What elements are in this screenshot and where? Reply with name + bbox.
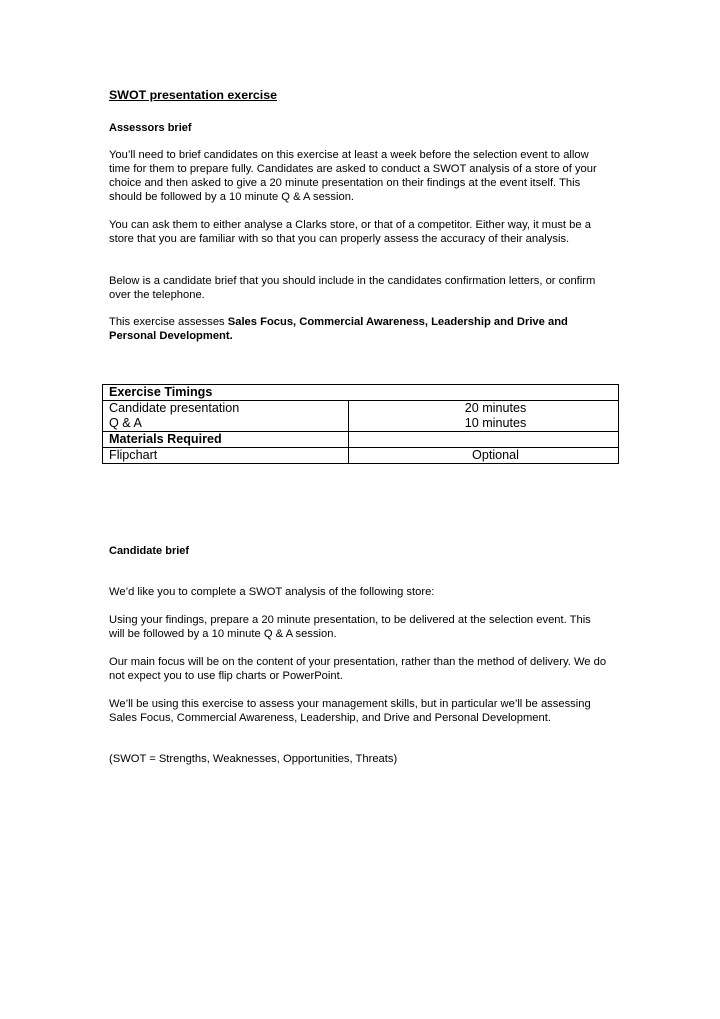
candidate-paragraph-2: Using your findings, prepare a 20 minute presentation, to be delivered at the selection event. This will be followed by a 10 minute Q & A session. (109, 614, 591, 640)
exercise-timings-table (102, 384, 619, 464)
exercise-timings-header: Exercise Timings (103, 385, 619, 401)
timing-values-cell (349, 401, 619, 432)
table-row (103, 401, 619, 432)
candidate-paragraph-3: Our main focus will be on the content of your presentation, rather than the method of delivery. We do not expect you to use flip charts or PowerPoint. (109, 656, 607, 682)
assesses-competencies: Sales Focus, Commercial Awareness, Leadership and Drive and Personal Development. (109, 316, 568, 342)
timing-labels-cell (103, 401, 349, 432)
materials-required-header: Materials Required (103, 432, 349, 448)
assessors-brief-heading: Assessors brief (109, 122, 192, 134)
candidate-paragraph-1: We’d like you to complete a SWOT analysis of the following store: (109, 586, 435, 598)
material-label: Flipchart (103, 448, 349, 464)
assesses-prefix: This exercise assesses (109, 316, 228, 328)
assessors-paragraph-1: You’ll need to brief candidates on this exercise at least a week before the selection event to allow time for them to prepare fully. Candidates are asked to conduct a SWOT analysis of a store of your choice and then asked to give a 20 minute presentation on their findings at the event itself. This should be followed by a 10 minute Q & A session. (109, 149, 597, 203)
timing-label: Q & A (109, 416, 142, 430)
table-header-row (103, 432, 619, 448)
table-row (103, 448, 619, 464)
assessors-paragraph-2: You can ask them to either analyse a Clarks store, or that of a competitor. Either way, it must be a store that you are familiar with so that you can properly assess the accuracy of their analysis. (109, 219, 591, 245)
assessors-paragraph-3: Below is a candidate brief that you should include in the candidates confirmation letters, or confirm over the telephone. (109, 275, 596, 301)
timing-value: 10 minutes (464, 416, 527, 430)
table-header-row (103, 385, 619, 401)
candidate-paragraph-4: We’ll be using this exercise to assess your management skills, but in particular we’ll be assessing Sales Focus, Commercial Awareness, Leadership, and Drive and Personal Development. (109, 698, 591, 724)
timing-value: 20 minutes (464, 401, 527, 415)
document-title: SWOT presentation exercise (109, 88, 278, 102)
timing-label: Candidate presentation (109, 401, 240, 415)
swot-definition: (SWOT = Strengths, Weaknesses, Opportunities, Threats) (109, 753, 398, 765)
material-value: Optional (349, 448, 619, 464)
materials-header-empty-cell (349, 432, 619, 448)
candidate-brief-heading: Candidate brief (109, 545, 190, 557)
assesses-statement (109, 315, 609, 343)
